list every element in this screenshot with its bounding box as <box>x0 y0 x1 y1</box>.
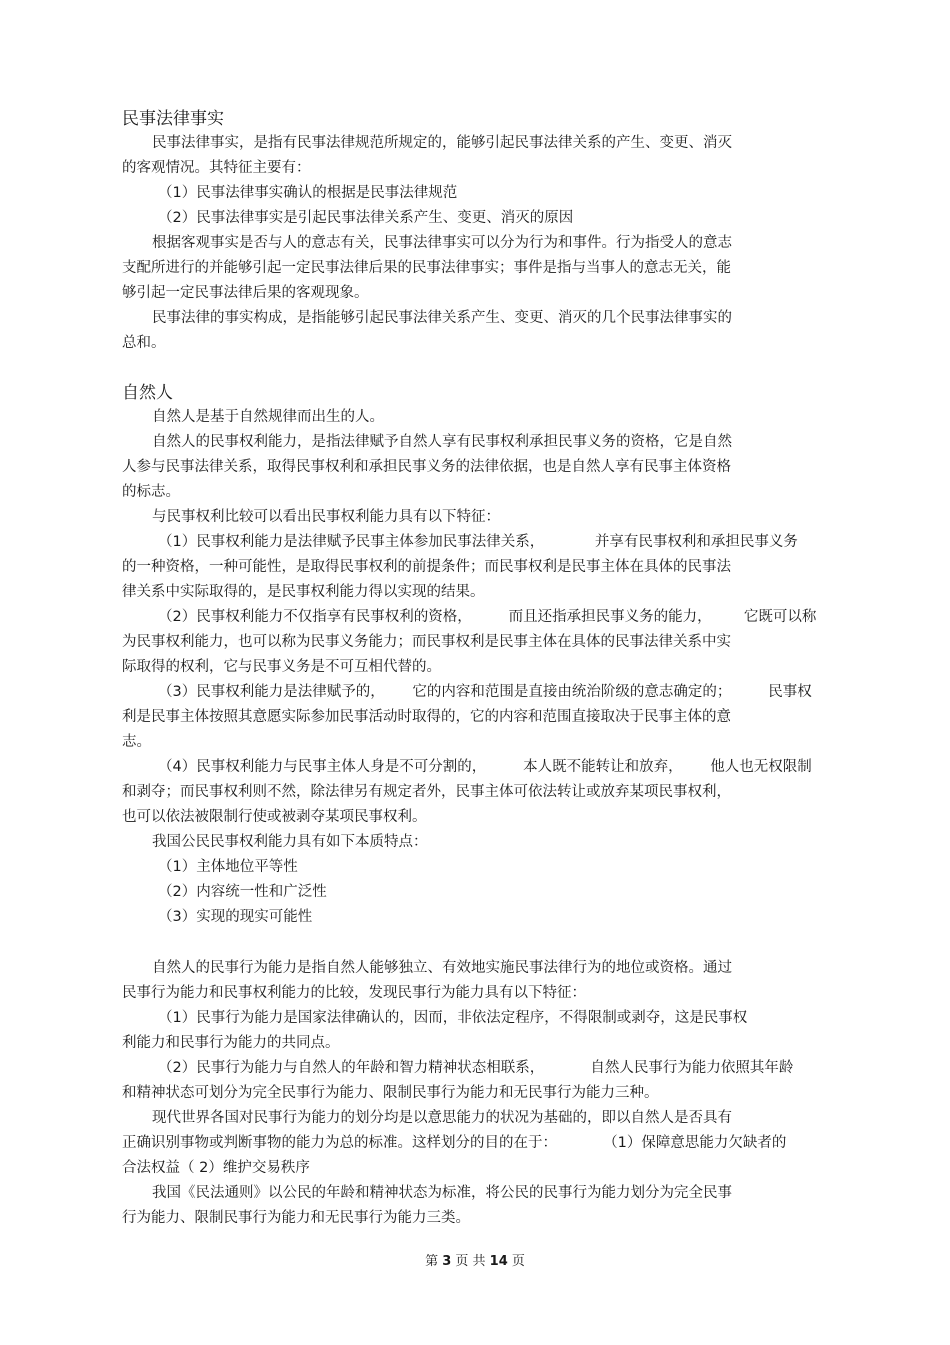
text-line: （1）民事行为能力是国家法律确认的，因而，非依法定程序，不得限制或剥夺，这是民事权 <box>158 1010 748 1026</box>
text-line: （2）民事行为能力与自然人的年龄和智力精神状态相联系， 自然人民事行为能力依照其年龄 <box>158 1060 794 1076</box>
text-line: （3）实现的现实可能性 <box>158 909 313 925</box>
text-line: 为民事权利能力，也可以称为民事义务能力；而民事权利是民事主体在具体的民事法律关系中实 <box>122 634 731 650</box>
section-heading-natural-person: 自然人 <box>122 383 173 403</box>
text-line: 民事法律的事实构成，是指能够引起民事法律关系产生、变更、消灭的几个民事法律事实的 <box>152 310 732 326</box>
text-line: 际取得的权利，它与民事义务是不可互相代替的。 <box>122 659 441 675</box>
footer-suffix: 页 <box>507 1254 525 1269</box>
text-line: （1）民事法律事实确认的根据是民事法律规范 <box>158 185 458 201</box>
text-line: 利是民事主体按照其意愿实际参加民事活动时取得的，它的内容和范围直接取决于民事主体的意 <box>122 709 731 725</box>
page-footer <box>0 1250 950 1269</box>
footer-current-page: 3 <box>442 1254 452 1269</box>
footer-prefix: 第 <box>425 1254 443 1269</box>
text-line: 与民事权利比较可以看出民事权利能力具有以下特征： <box>152 509 500 525</box>
text-line: 志。 <box>122 734 151 750</box>
text-line: 现代世界各国对民事行为能力的划分均是以意思能力的状况为基础的，即以自然人是否具有 <box>152 1110 732 1126</box>
text-line: 总和。 <box>122 335 166 351</box>
text-line: 人参与民事法律关系，取得民事权利和承担民事义务的法律依据，也是自然人享有民事主体资格 <box>122 459 731 475</box>
text-line: 也可以依法被限制行使或被剥夺某项民事权利。 <box>122 809 427 825</box>
text-line: 和精神状态可划分为完全民事行为能力、限制民事行为能力和无民事行为能力三种。 <box>122 1085 659 1101</box>
text-line: （4）民事权利能力与民事主体人身是不可分割的， 本人既不能转让和放弃， 他人也无权限制 <box>158 759 812 775</box>
text-line: （1）主体地位平等性 <box>158 859 298 875</box>
text-line: 民事行为能力和民事权利能力的比较，发现民事行为能力具有以下特征： <box>122 985 586 1001</box>
text-line: （2）民事权利能力不仅指享有民事权利的资格， 而且还指承担民事义务的能力， 它既可以称 <box>158 609 817 625</box>
text-line: 利能力和民事行为能力的共同点。 <box>122 1035 340 1051</box>
text-line: 律关系中实际取得的，是民事权利能力得以实现的结果。 <box>122 584 485 600</box>
footer-middle: 页 共 <box>451 1254 490 1269</box>
text-line: （1）民事权利能力是法律赋予民事主体参加民事法律关系， 并享有民事权利和承担民事义务 <box>158 534 798 550</box>
text-line: 民事法律事实，是指有民事法律规范所规定的，能够引起民事法律关系的产生、变更、消灭 <box>152 135 732 151</box>
text-line: 和剥夺；而民事权利则不然，除法律另有规定者外，民事主体可依法转让或放弃某项民事权利， <box>122 784 731 800</box>
footer-total-pages: 14 <box>489 1254 508 1269</box>
section-heading-legal-facts: 民事法律事实 <box>122 109 224 129</box>
text-line: 自然人的民事权利能力，是指法律赋予自然人享有民事权利承担民事义务的资格，它是自然 <box>152 434 732 450</box>
text-line: 自然人是基于自然规律而出生的人。 <box>152 409 384 425</box>
text-line: （2）民事法律事实是引起民事法律关系产生、变更、消灭的原因 <box>158 210 574 226</box>
text-line: 够引起一定民事法律后果的客观现象。 <box>122 285 369 301</box>
text-line: 正确识别事物或判断事物的能力为总的标准。这样划分的目的在于： （1）保障意思能力欠缺者的 <box>122 1135 787 1151</box>
text-line: （2）内容统一性和广泛性 <box>158 884 327 900</box>
text-line: 我国公民民事权利能力具有如下本质特点： <box>152 834 428 850</box>
text-line: 的标志。 <box>122 484 180 500</box>
text-line: 自然人的民事行为能力是指自然人能够独立、有效地实施民事法律行为的地位或资格。通过 <box>152 960 732 976</box>
text-line: 的客观情况。其特征主要有： <box>122 160 311 176</box>
text-line: 我国《民法通则》以公民的年龄和精神状态为标准，将公民的民事行为能力划分为完全民事 <box>152 1185 732 1201</box>
text-line: 合法权益（ 2）维护交易秩序 <box>122 1160 310 1176</box>
text-line: （3）民事权利能力是法律赋予的， 它的内容和范围是直接由统治阶级的意志确定的； 民事权 <box>158 684 812 700</box>
text-line: 支配所进行的并能够引起一定民事法律后果的民事法律事实；事件是指与当事人的意志无关，能 <box>122 260 731 276</box>
text-line: 根据客观事实是否与人的意志有关，民事法律事实可以分为行为和事件。行为指受人的意志 <box>152 235 732 251</box>
text-line: 的一种资格，一种可能性，是取得民事权利的前提条件；而民事权利是民事主体在具体的民事法 <box>122 559 731 575</box>
text-line: 行为能力、限制民事行为能力和无民事行为能力三类。 <box>122 1210 470 1226</box>
